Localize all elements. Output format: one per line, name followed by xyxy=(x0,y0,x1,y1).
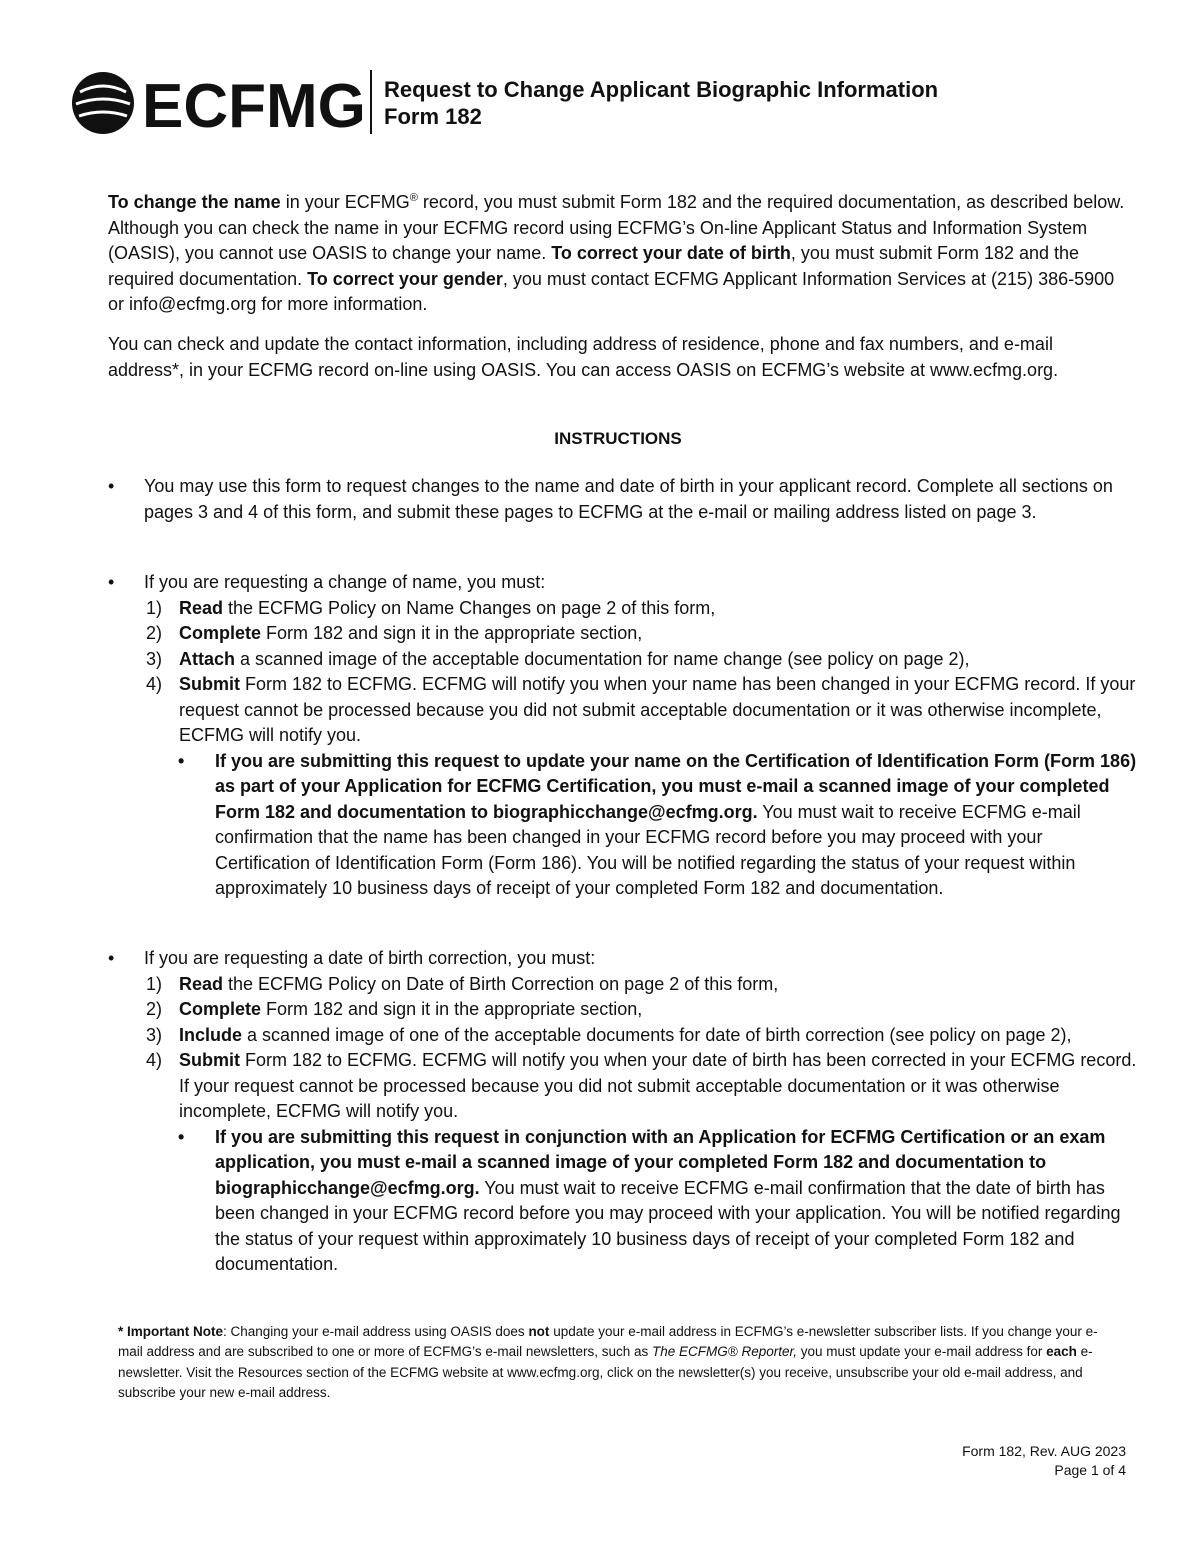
instruction-bullet-name-change xyxy=(108,570,1138,902)
header-divider xyxy=(370,70,372,134)
subnote-bold: If you are submitting this request in conjunction with an Application for ECFMG Certification or an exam application, you must e-mail a scanned image of your completed Form 182 and documentation to biographicchange@ecfmg.org. xyxy=(215,1126,1106,1198)
step-text: a scanned image of one of the acceptable documents for date of birth correction (see policy on page 2), xyxy=(242,1024,1072,1045)
step-text: Form 182 and sign it in the appropriate section, xyxy=(261,623,643,643)
step-number: 4) xyxy=(146,674,163,694)
bold-change-name: To change the name xyxy=(108,192,281,212)
bullet-intro: If you are requesting a date of birth correction, you must: xyxy=(144,948,596,968)
bullet-text: You may use this form to request changes to the name and date of birth in your applicant record. Complete all sections on pages 3 and 4 of this form, and submit these pages to ECFMG at the e-mail or mailing address listed on page 3. xyxy=(144,476,1113,522)
subnote-text: You must wait to receive ECFMG e-mail confirmation that the date of birth has been changed in your ECFMG record before you may proceed with your application. You will be notified regarding the status of your request within approximately 10 business days of receipt of your completed Form 182 and documentation. xyxy=(215,1177,1121,1274)
note-bold-not: not xyxy=(528,1324,550,1339)
note-label: * Important Note xyxy=(118,1324,224,1339)
sub-bullet-icon: • xyxy=(178,1126,185,1147)
intro-text: , you must submit Form 182 and the required documentation. xyxy=(108,243,1080,289)
globe-logo-icon xyxy=(70,70,370,136)
step-item xyxy=(108,1048,1138,1125)
step-item xyxy=(108,596,1138,622)
step-verb: Complete xyxy=(179,623,262,643)
intro-text: record, you must submit Form 182 and the required documentation, as described below. Although you can check the name in your ECFMG record using ECFMG’s On-line Applicant Status and Information System (OASIS), you cannot use OASIS to change your name. xyxy=(108,192,1125,263)
step-number: 1) xyxy=(146,973,163,994)
step-verb: Read xyxy=(179,597,224,618)
ecfmg-logo xyxy=(70,70,370,136)
bullet-icon: • xyxy=(108,572,115,592)
bullet-icon: • xyxy=(108,948,115,968)
step-verb: Attach xyxy=(179,648,236,669)
step-verb: Submit xyxy=(179,674,240,694)
step-verb: Complete xyxy=(179,999,262,1019)
step-text: Form 182 to ECFMG. ECFMG will notify you when your date of birth has been corrected in your ECFMG record. If your request cannot be processed because you did not submit acceptable documentation or it was otherwise incomplete, ECFMG will notify you. xyxy=(179,1050,1137,1121)
step-item xyxy=(108,972,1138,998)
instructions-heading: INSTRUCTIONS xyxy=(554,429,682,448)
registered-mark: ® xyxy=(409,192,418,204)
step-number: 3) xyxy=(146,1024,163,1045)
page-title: Request to Change Applicant Biographic Information xyxy=(384,77,939,102)
important-note xyxy=(118,1322,1118,1403)
intro-paragraph-2: You can check and update the contact information, including address of residence, phone and fax numbers, and e-mail address*, in your ECFMG record on-line using OASIS. You can access OASIS on ECFMG’s website at www.ecfmg.org. xyxy=(108,334,1059,380)
intro-text: , you must contact ECFMG Applicant Information Services at (215) 386-5900 or info@ecfmg.org for more information. xyxy=(108,268,1115,314)
page-footer xyxy=(962,1442,1126,1480)
step-text: the ECFMG Policy on Name Changes on page 2 of this form, xyxy=(223,597,716,618)
form-number: Form 182 xyxy=(384,104,482,129)
dob-correction-steps xyxy=(108,972,1138,1125)
step-number: 3) xyxy=(146,648,163,669)
subnote-text: You must wait to receive ECFMG e-mail confirmation that the name has been changed in your ECFMG record before you may proceed with your Certification of Identification Form (Form 186). You will be notified regarding the status of your request within approximately 10 business days of receipt of your completed Form 182 and documentation. xyxy=(215,801,1081,898)
step-item xyxy=(108,621,1138,647)
step-verb: Include xyxy=(179,1024,243,1045)
bullet-icon: • xyxy=(108,476,115,496)
instruction-bullet-dob-correction xyxy=(108,946,1138,1278)
subnote-bold: If you are submitting this request to update your name on the Certification of Identification Form (Form 186) as part of your Application for ECFMG Certification, you must e-mail a scanned image of your completed Form 182 and documentation to biographicchange@ecfmg.org. xyxy=(215,750,1137,822)
form-revision: Form 182, Rev. AUG 2023 xyxy=(962,1443,1126,1459)
step-text: the ECFMG Policy on Date of Birth Correction on page 2 of this form, xyxy=(223,973,779,994)
step-number: 4) xyxy=(146,1050,163,1070)
note-newsletter-title: The ECFMG® Reporter, xyxy=(651,1344,797,1360)
header-title-block xyxy=(384,76,938,130)
dob-correction-subnote xyxy=(108,1125,1138,1278)
step-item xyxy=(108,672,1138,749)
step-number: 1) xyxy=(146,597,163,618)
logo-wordmark: ECFMG xyxy=(142,72,366,136)
sub-bullet-icon: • xyxy=(178,750,185,771)
name-change-steps xyxy=(108,596,1138,749)
document-header xyxy=(70,70,1130,136)
step-item xyxy=(108,1023,1138,1049)
step-text: Form 182 to ECFMG. ECFMG will notify you when your name has been changed in your ECFMG record. If your request cannot be processed because you did not submit acceptable documentation or it was otherwise incomplete, ECFMG will notify you. xyxy=(179,674,1136,745)
intro-text: in your ECFMG xyxy=(280,192,410,212)
step-verb: Read xyxy=(179,973,224,994)
intro-paragraph-1 xyxy=(108,186,1128,318)
step-item xyxy=(108,997,1138,1023)
step-verb: Submit xyxy=(179,1050,240,1070)
note-text: you must update your e-mail address for xyxy=(796,1344,1047,1360)
step-item xyxy=(108,647,1138,673)
page-number: Page 1 of 4 xyxy=(1054,1462,1126,1478)
instruction-bullet-1 xyxy=(108,474,1138,525)
bold-correct-dob: To correct your date of birth xyxy=(551,243,791,263)
name-change-subnote xyxy=(108,749,1138,902)
note-text: update your e-mail address in ECFMG’s e-newsletter subscriber lists. If you change your e-mail address and are subscribed to one or more of ECFMG’s e-mail newsletters, such as xyxy=(118,1324,1098,1360)
bold-correct-gender: To correct your gender xyxy=(307,268,503,289)
bullet-intro: If you are requesting a change of name, you must: xyxy=(144,572,546,592)
step-text: a scanned image of the acceptable documentation for name change (see policy on page 2), xyxy=(235,648,970,669)
note-bold-each: each xyxy=(1046,1344,1077,1360)
step-number: 2) xyxy=(146,623,163,643)
note-text: e-newsletter. Visit the Resources section of the ECFMG website at www.ecfmg.org, click on the newsletter(s) you receive, unsubscribe your old e-mail address, and subscribe your new e-mail address. xyxy=(118,1344,1093,1400)
step-text: Form 182 and sign it in the appropriate section, xyxy=(261,999,643,1019)
note-text: : Changing your e-mail address using OASIS does xyxy=(223,1324,529,1339)
step-number: 2) xyxy=(146,999,163,1019)
